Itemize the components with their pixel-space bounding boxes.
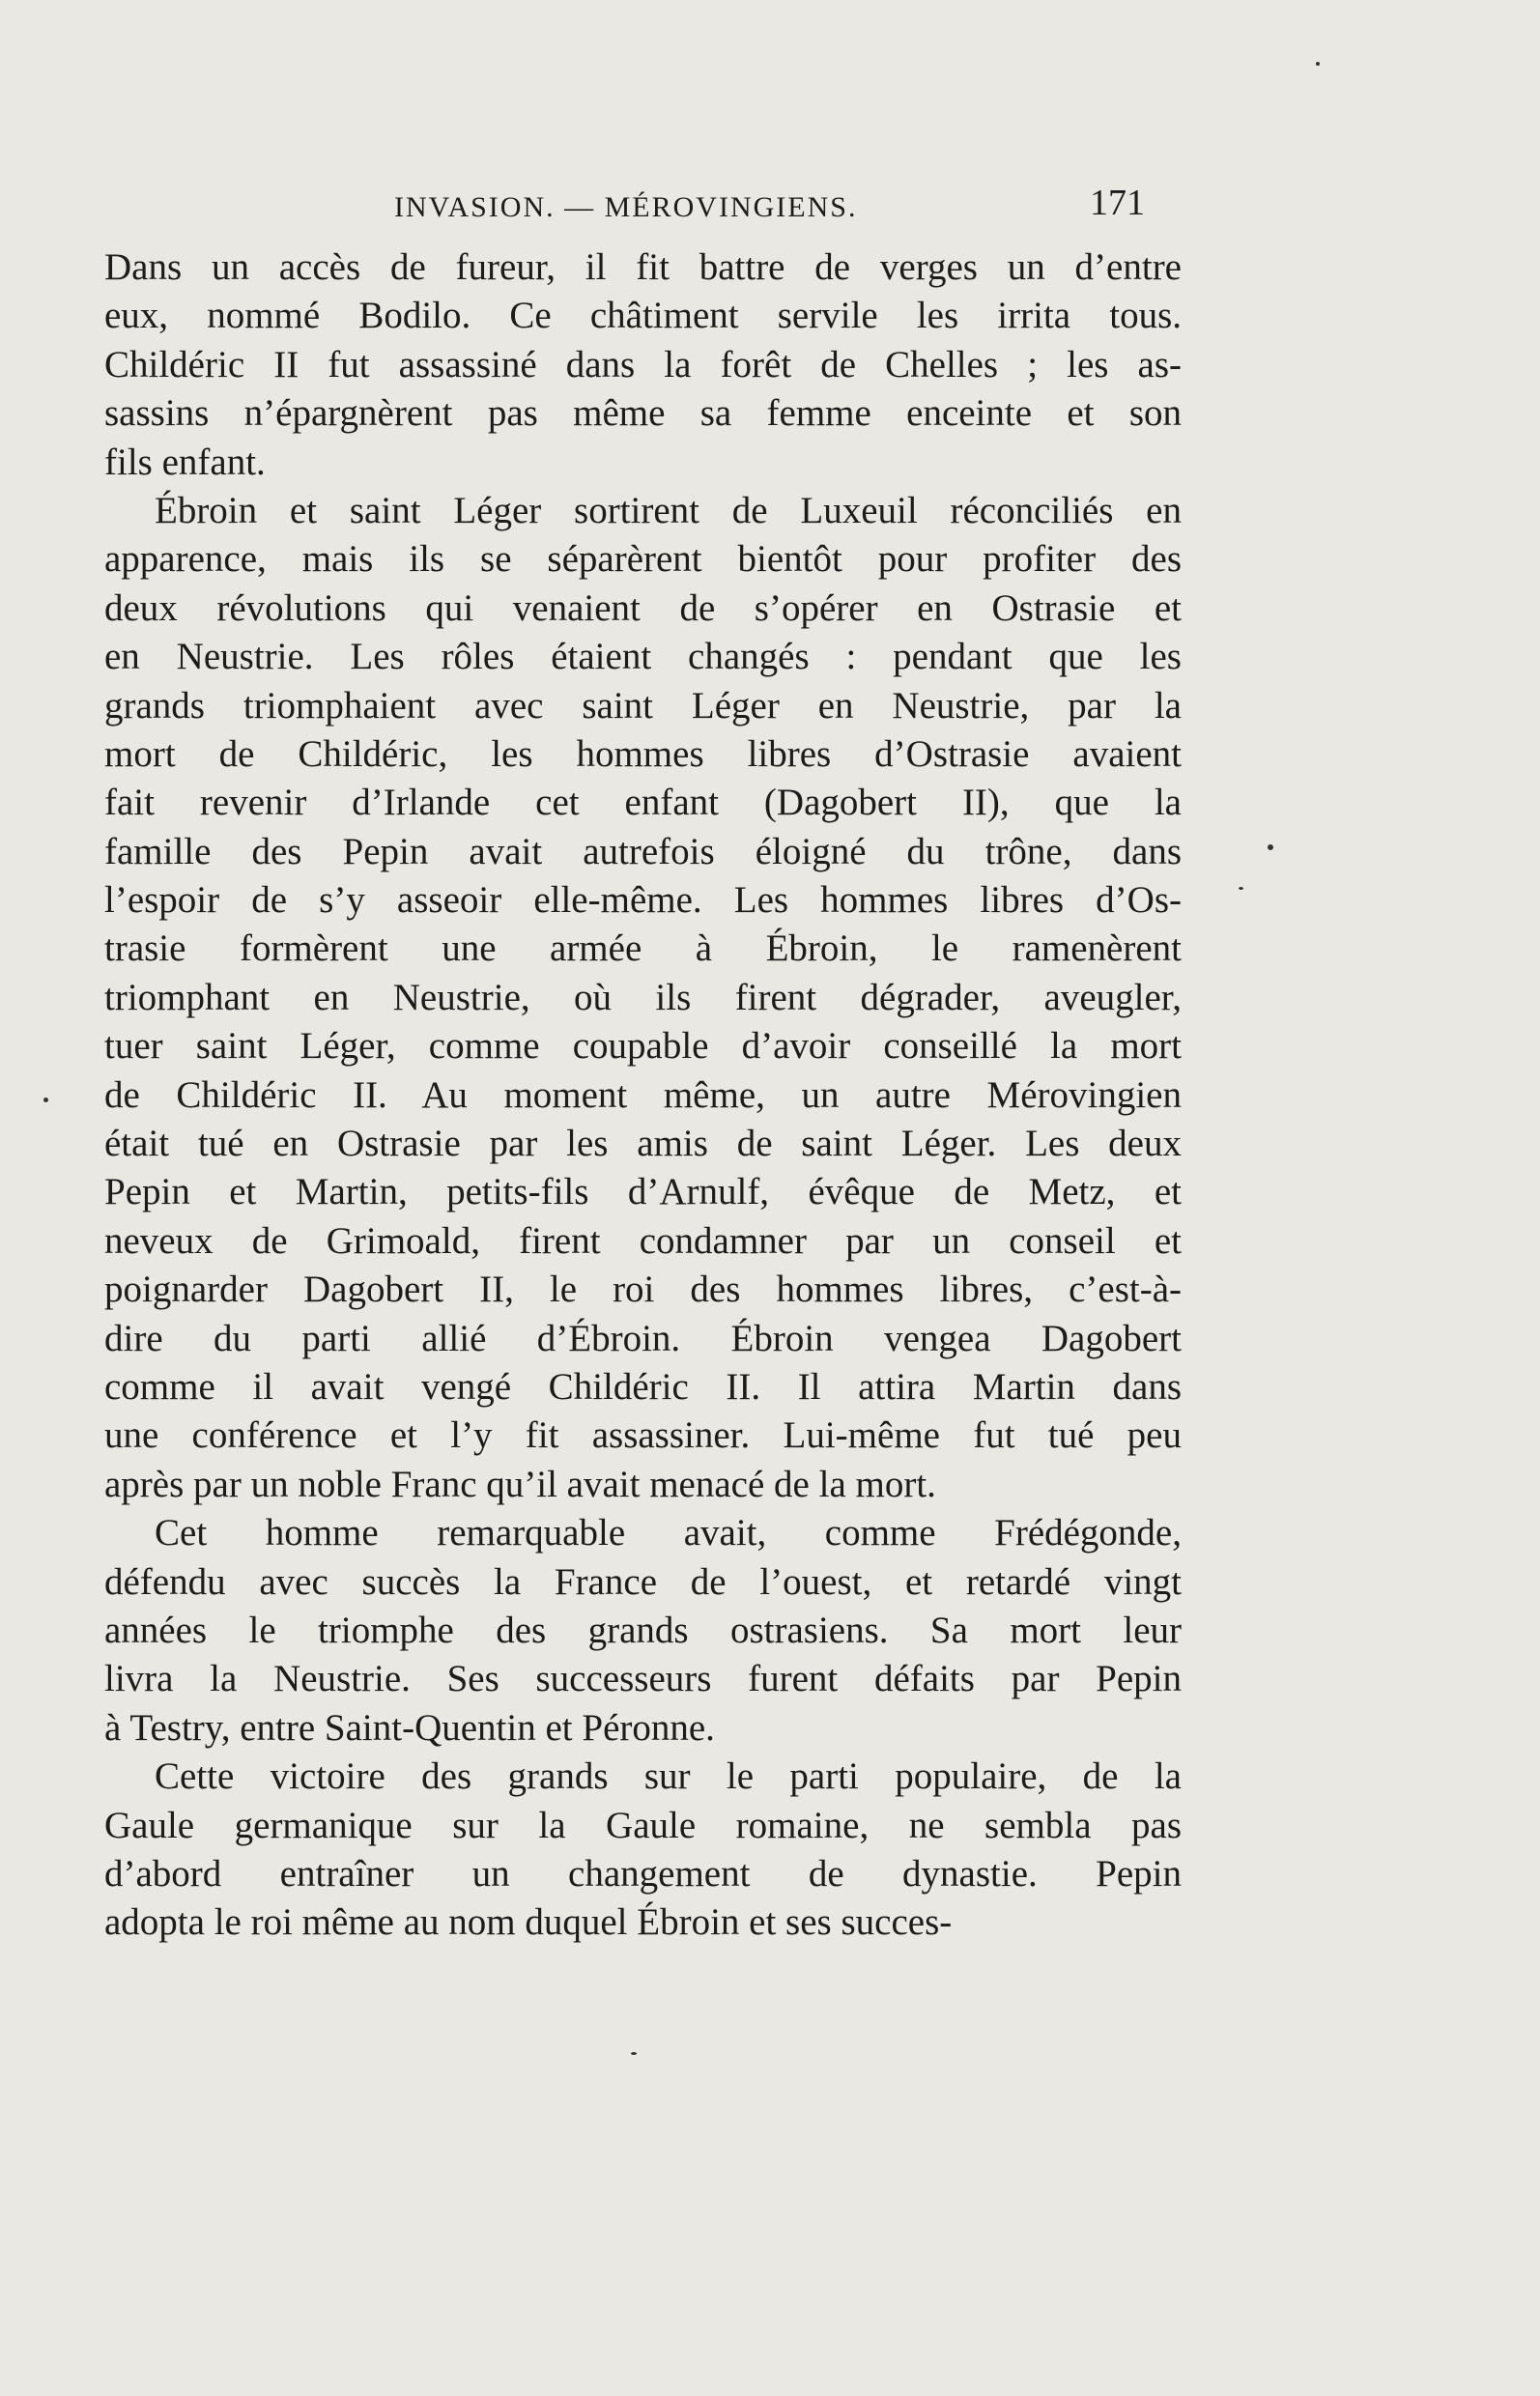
text-line: adopta le roi même au nom duquel Ébroin et ses succes- — [104, 1901, 953, 1944]
running-head — [0, 183, 1540, 240]
text-line: était tué en Ostrasie par les amis de saint Léger. Les deux — [104, 1123, 1182, 1165]
text-line: neveux de Grimoald, firent condamner par un conseil et — [104, 1219, 1182, 1262]
text-line: dire du parti allié d’Ébroin. Ébroin vengea Dagobert — [104, 1317, 1182, 1359]
text-line: fils enfant. — [104, 441, 266, 483]
text-line: apparence, mais ils se séparèrent bientôt pour profiter des — [104, 538, 1182, 581]
text-line: en Neustrie. Les rôles étaient changés : pendant que les — [104, 636, 1182, 678]
text-line: l’espoir de s’y asseoir elle-même. Les hommes libres d’Os- — [104, 879, 1182, 922]
text-line: Childéric II fut assassiné dans la forêt de Chelles ; les as- — [104, 343, 1182, 385]
text-line: Gaule germanique sur la Gaule romaine, ne sembla pas — [104, 1804, 1182, 1846]
text-line: eux, nommé Bodilo. Ce châtiment servile les irrita tous. — [104, 295, 1182, 337]
text-line: triomphant en Neustrie, où ils firent dégrader, aveugler, — [104, 976, 1182, 1018]
text-line: à Testry, entre Saint-Quentin et Péronne. — [104, 1706, 715, 1749]
text-line: Dans un accès de fureur, il fit battre de verges un d’entre — [104, 246, 1182, 288]
scan-speck — [1316, 62, 1320, 66]
text-line: Cet homme remarquable avait, comme Frédégonde, — [155, 1512, 1182, 1555]
scan-speck — [43, 1098, 48, 1102]
text-line: après par un noble Franc qu’il avait menacé de la mort. — [104, 1463, 936, 1505]
scan-speck — [1268, 844, 1273, 850]
text-line: Pepin et Martin, petits-fils d’Arnulf, évêque de Metz, et — [104, 1171, 1182, 1213]
text-line: fait revenir d’Irlande cet enfant (Dagobert II), que la — [104, 782, 1182, 824]
text-line: tuer saint Léger, comme coupable d’avoir conseillé la mort — [104, 1025, 1182, 1068]
text-line: poignarder Dagobert II, le roi des hommes libres, c’est-à- — [104, 1269, 1182, 1311]
text-line: de Childéric II. Au moment même, un autre Mérovingien — [104, 1073, 1182, 1116]
text-line: sassins n’épargnèrent pas même sa femme enceinte et son — [104, 392, 1182, 435]
text-line: trasie formèrent une armée à Ébroin, le ramenèrent — [104, 927, 1182, 970]
text-line: comme il avait vengé Childéric II. Il attira Martin dans — [104, 1365, 1182, 1408]
text-line: grands triomphaient avec saint Léger en Neustrie, par la — [104, 684, 1182, 727]
running-title: INVASION. — MÉROVINGIENS. — [394, 191, 858, 223]
text-line: mort de Childéric, les hommes libres d’Ostrasie avaient — [104, 732, 1182, 775]
text-line: années le triomphe des grands ostrasiens. Sa mort leur — [104, 1609, 1182, 1651]
text-line: deux révolutions qui venaient de s’opérer en Ostrasie et — [104, 586, 1182, 629]
text-line: une conférence et l’y fit assassiner. Lui-même fut tué peu — [104, 1414, 1182, 1457]
scan-speck — [1239, 887, 1243, 890]
scan-speck — [631, 2052, 637, 2055]
text-line: Ébroin et saint Léger sortirent de Luxeuil réconciliés en — [155, 489, 1182, 531]
text-line: défendu avec succès la France de l’ouest, et retardé vingt — [104, 1560, 1182, 1603]
text-line: d’abord entraîner un changement de dynastie. Pepin — [104, 1852, 1182, 1895]
text-line: livra la Neustrie. Ses successeurs furent défaits par Pepin — [104, 1658, 1182, 1700]
text-line: Cette victoire des grands sur le parti populaire, de la — [155, 1755, 1182, 1798]
text-line: famille des Pepin avait autrefois éloigné du trône, dans — [104, 830, 1182, 872]
body-text — [104, 243, 1182, 1948]
page-number: 171 — [1090, 183, 1145, 223]
